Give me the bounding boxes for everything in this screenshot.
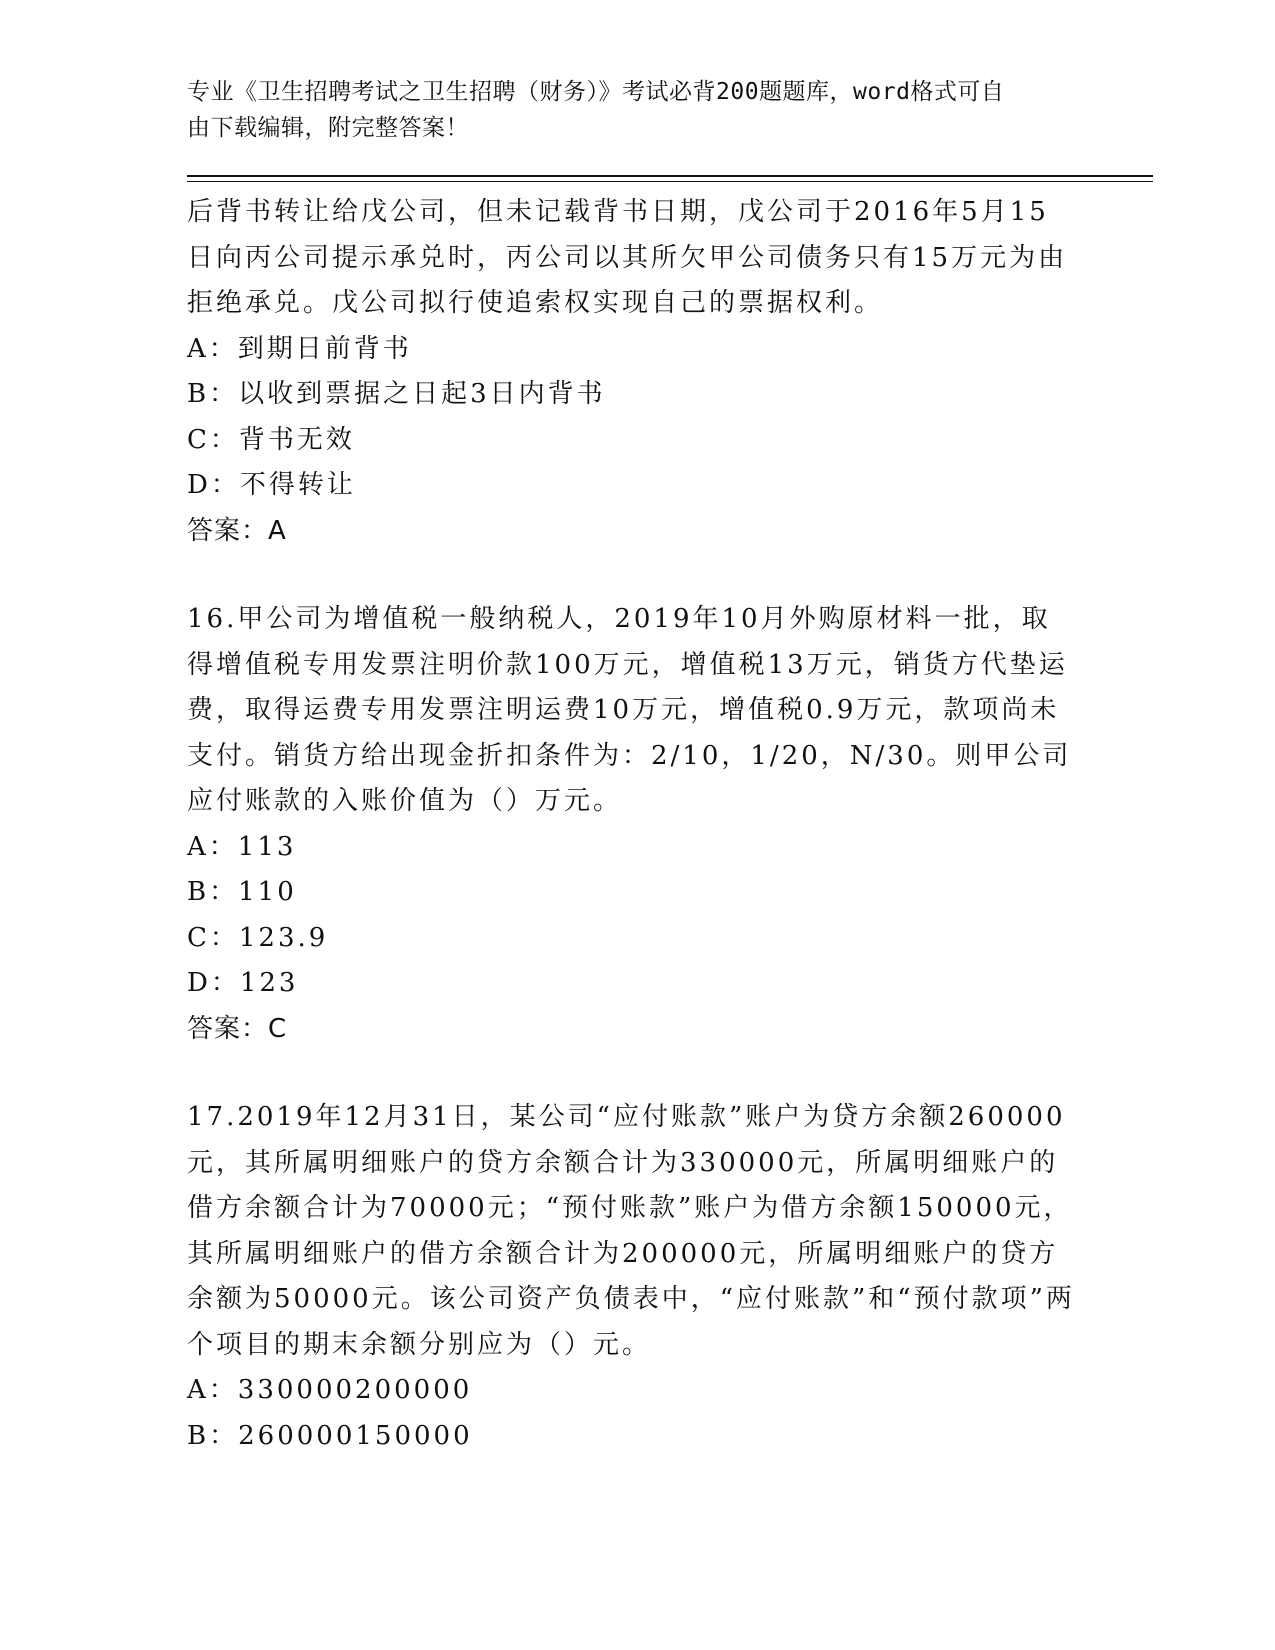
question-16-option-d: D：123: [187, 968, 299, 998]
document-body: [187, 190, 1077, 1459]
header-rule-thin: [187, 181, 1153, 182]
spacer: [187, 554, 1077, 597]
question-15-option-b: B：以收到票据之日起3日内背书: [187, 379, 606, 409]
document-header: [187, 74, 1087, 146]
question-17-option-a: A：330000200000: [187, 1375, 473, 1405]
question-16-stem: 16.甲公司为增值税一般纳税人，2019年10月外购原材料一批，取得增值税专用发票注明价款100万元，增值税13万元，销货方代垫运费，取得运费专用发票注明运费10万元，增值税0.9万元，款项尚未支付。销货方给出现金折扣条件为：2/10，1/20，N/30。则甲公司应付账款的入账价值为（）万元。: [187, 604, 1072, 816]
question-16-option-a: A：113: [187, 831, 297, 862]
question-15-option-c: C：背书无效: [187, 424, 355, 455]
question-15-answer: 答案：A: [187, 515, 287, 546]
question-16-option-c: C：123.9: [187, 922, 329, 953]
question-17-stem: 17.2019年12月31日，某公司“应付账款”账户为贷方余额260000元，其所属明细账户的贷方余额合计为330000元，所属明细账户的借方余额合计为70000元；“预付账款”账户为借方余额150000元，其所属明细账户的借方余额合计为200000元，所属明细账户的贷方余额为50000元。该公司资产负债表中，“应付账款”和“预付款项”两个项目的期末余额分别应为（）元。: [187, 1102, 1075, 1360]
question-17: [187, 1095, 1077, 1459]
question-16-answer: 答案：C: [187, 1013, 288, 1044]
spacer: [187, 1052, 1077, 1095]
question-17-option-b: B：260000150000: [187, 1420, 473, 1451]
header-title-line-1: 专业《卫生招聘考试之卫生招聘（财务）》考试必背200题题库，word格式可自: [187, 79, 1005, 105]
header-rule-thick: [187, 175, 1153, 177]
question-16: [187, 597, 1077, 1052]
question-16-option-b: B：110: [187, 877, 297, 907]
header-title-line-2: 由下载编辑，附完整答案！: [187, 115, 469, 141]
question-15-option-a: A：到期日前背书: [187, 333, 412, 364]
question-15: [187, 190, 1077, 554]
question-15-option-d: D：不得转让: [187, 470, 356, 500]
question-15-stem: 后背书转让给戊公司，但未记载背书日期，戊公司于2016年5月15日向丙公司提示承兑时，丙公司以其所欠甲公司债务只有15万元为由拒绝承兑。戊公司拟行使追索权实现自己的票据权利。: [187, 197, 1068, 318]
